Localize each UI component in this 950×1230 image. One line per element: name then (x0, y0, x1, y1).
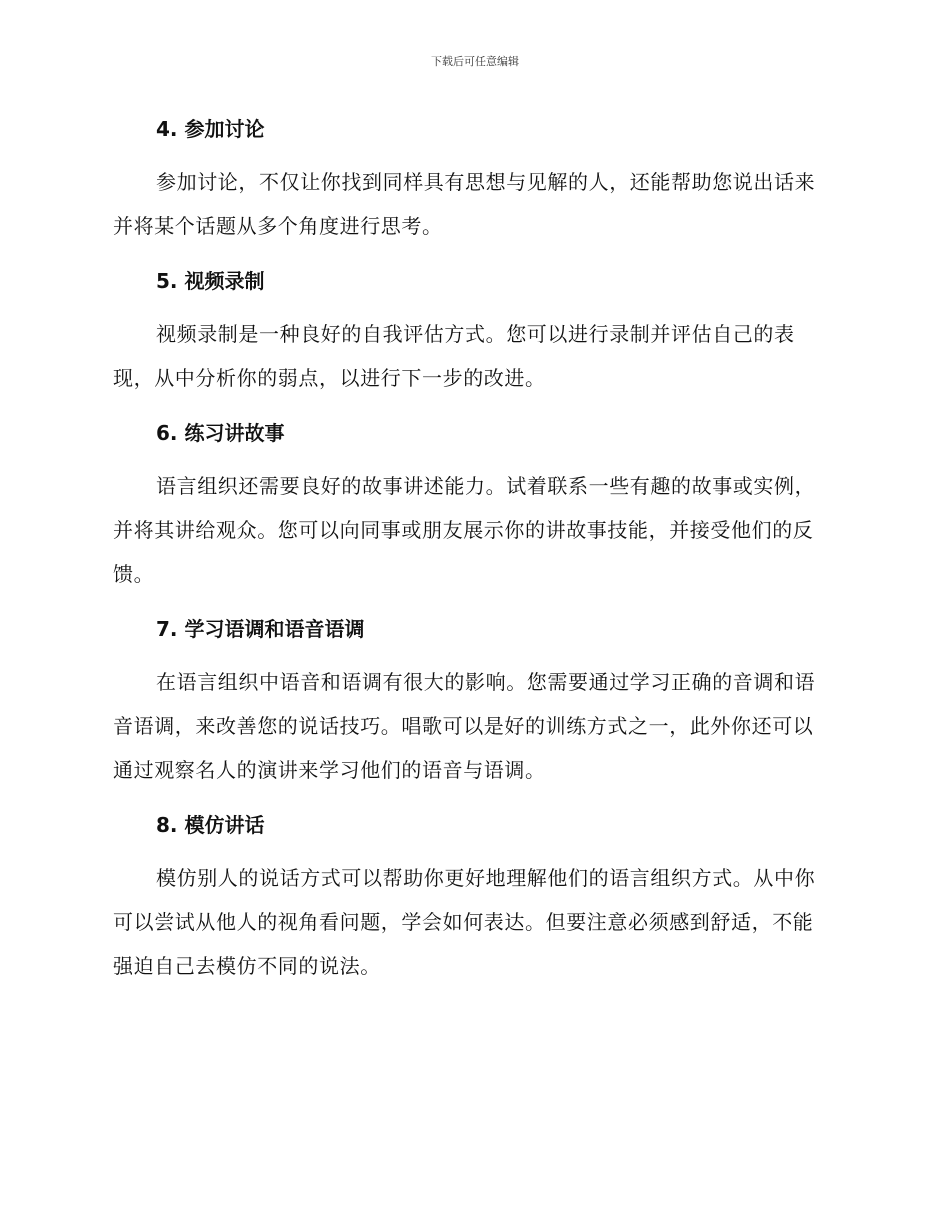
section-7 (113, 612, 831, 792)
section-heading: 6. 练习讲故事 (156, 421, 285, 445)
section-8 (113, 808, 831, 988)
section-4 (113, 112, 831, 248)
section-paragraph: 模仿别人的说话方式可以帮助你更好地理解他们的语言组织方式。从中你可以尝试从他人的视角看问题，学会如何表达。但要注意必须感到舒适，不能强迫自己去模仿不同的说法。 (113, 866, 816, 978)
document-body (113, 112, 831, 1004)
section-paragraph: 语言组织还需要良好的故事讲述能力。试着联系一些有趣的故事或实例，并将其讲给观众。您可以向同事或朋友展示你的讲故事技能，并接受他们的反馈。 (113, 474, 816, 586)
section-heading: 8. 模仿讲话 (156, 813, 265, 837)
section-paragraph: 视频录制是一种良好的自我评估方式。您可以进行录制并评估自己的表现，从中分析你的弱点，以进行下一步的改进。 (113, 322, 795, 390)
section-6 (113, 416, 831, 596)
section-heading: 7. 学习语调和语音语调 (156, 617, 365, 641)
page-header: 下载后可任意编辑 (431, 55, 519, 68)
section-heading: 5. 视频录制 (156, 269, 265, 293)
section-paragraph: 在语言组织中语音和语调有很大的影响。您需要通过学习正确的音调和语音语调，来改善您的说话技巧。唱歌可以是好的训练方式之一，此外你还可以通过观察名人的演讲来学习他们的语音与语调。 (113, 670, 816, 782)
section-paragraph: 参加讨论，不仅让你找到同样具有思想与见解的人，还能帮助您说出话来并将某个话题从多个角度进行思考。 (113, 170, 816, 238)
section-heading: 4. 参加讨论 (156, 117, 265, 141)
section-5 (113, 264, 831, 400)
